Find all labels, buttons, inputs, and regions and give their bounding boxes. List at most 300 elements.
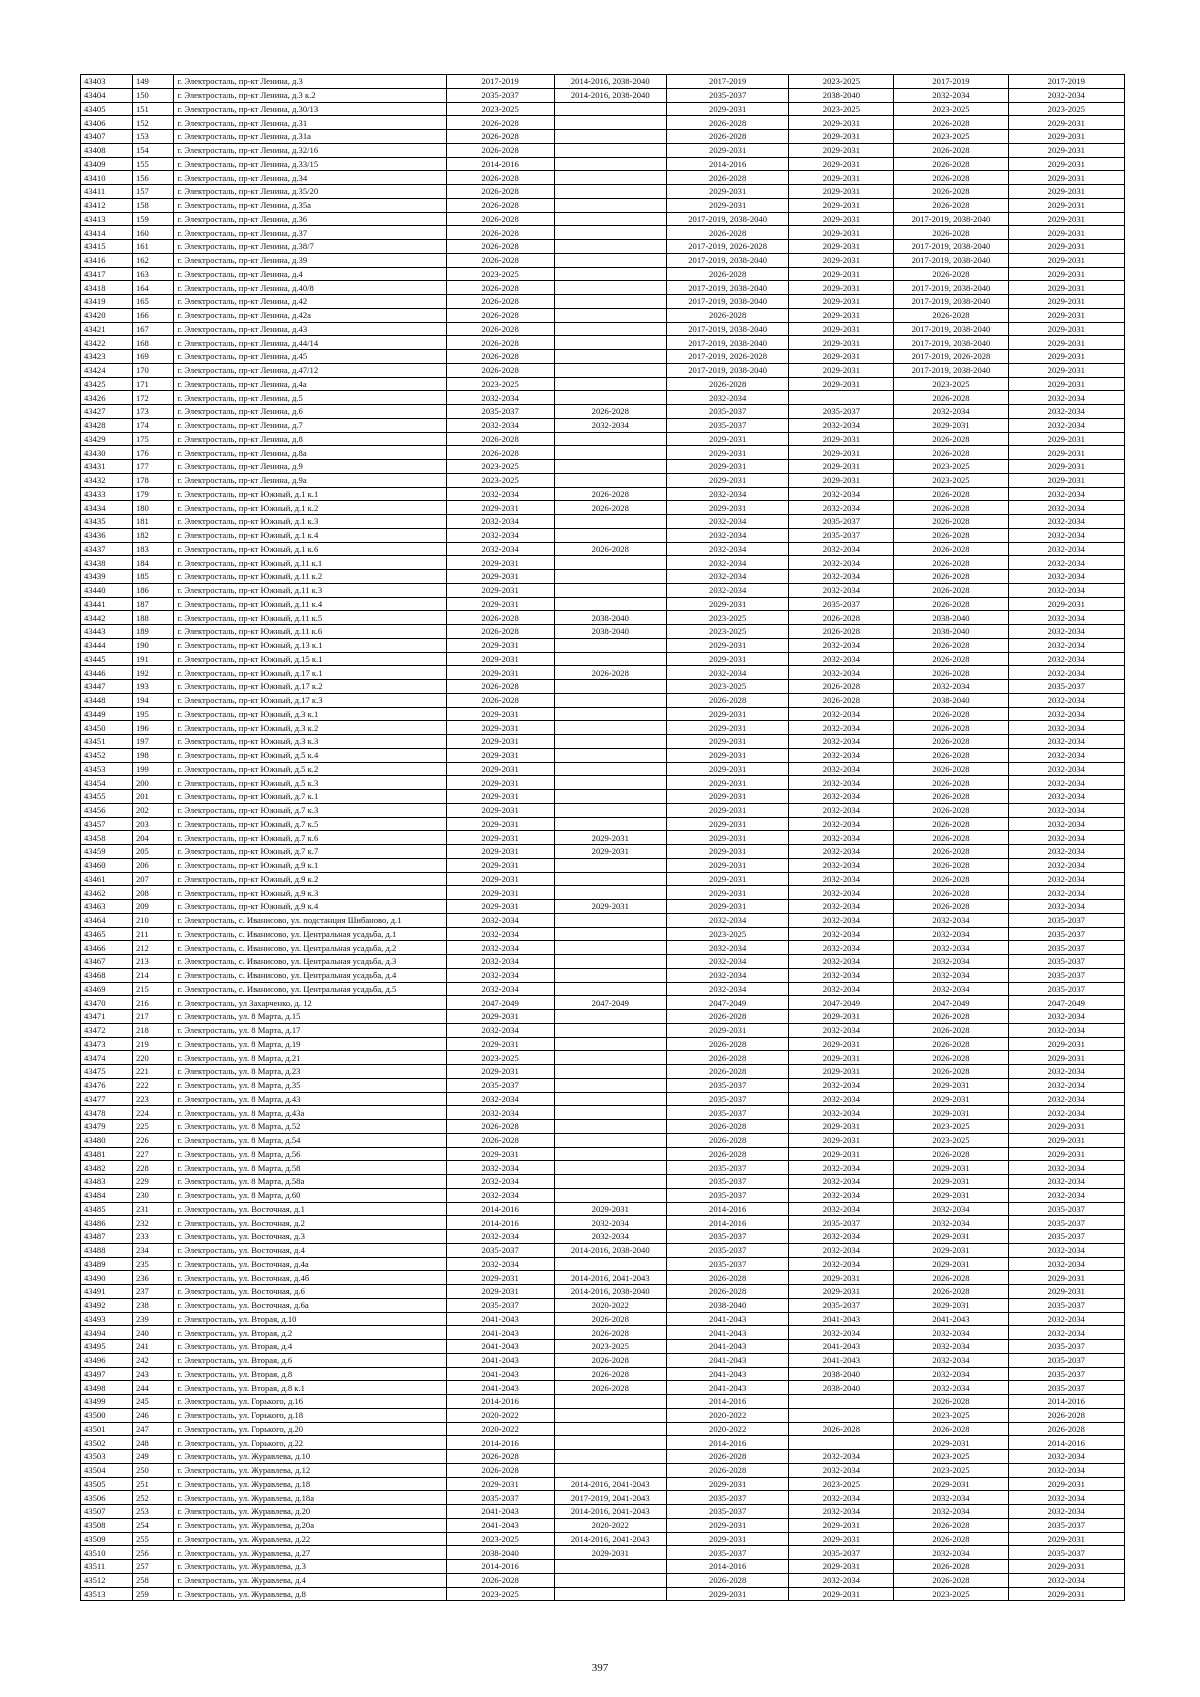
- cell-num: 228: [132, 1161, 174, 1175]
- cell-p4: 2032-2034: [789, 1078, 894, 1092]
- cell-p6: 2032-2034: [1008, 638, 1124, 652]
- cell-p2: [554, 253, 666, 267]
- table-row: [81, 1285, 1125, 1299]
- cell-id: 43428: [81, 418, 133, 432]
- table-row: [81, 927, 1125, 941]
- cell-p6: 2032-2034: [1008, 1450, 1124, 1464]
- cell-p6: 2032-2034: [1008, 528, 1124, 542]
- cell-num: 192: [132, 666, 174, 680]
- cell-p3: 2017-2019, 2038-2040: [666, 322, 789, 336]
- cell-addr: г. Электросталь, пр-кт Южный, д.1 к.3: [174, 515, 446, 529]
- cell-num: 213: [132, 955, 174, 969]
- cell-p6: 2032-2034: [1008, 776, 1124, 790]
- cell-p1: 2035-2037: [446, 405, 554, 419]
- cell-p3: 2029-2031: [666, 1587, 789, 1601]
- cell-num: 208: [132, 886, 174, 900]
- cell-num: 254: [132, 1518, 174, 1532]
- cell-p5: 2029-2031: [894, 1298, 1008, 1312]
- cell-p6: 2029-2031: [1008, 363, 1124, 377]
- cell-id: 43502: [81, 1436, 133, 1450]
- cell-p4: 2032-2034: [789, 968, 894, 982]
- cell-num: 182: [132, 528, 174, 542]
- cell-num: 243: [132, 1367, 174, 1381]
- cell-p6: 2032-2034: [1008, 858, 1124, 872]
- cell-p5: 2026-2028: [894, 1285, 1008, 1299]
- cell-p6: 2035-2037: [1008, 1367, 1124, 1381]
- cell-p1: 2029-2031: [446, 556, 554, 570]
- cell-p2: [554, 391, 666, 405]
- cell-p6: 2032-2034: [1008, 652, 1124, 666]
- cell-addr: г. Электросталь, пр-кт Ленина, д.43: [174, 322, 446, 336]
- cell-addr: г. Электросталь, пр-кт Ленина, д.3: [174, 75, 446, 89]
- cell-p3: 2029-2031: [666, 803, 789, 817]
- cell-p6: 2035-2037: [1008, 1518, 1124, 1532]
- table-row: [81, 1133, 1125, 1147]
- cell-id: 43499: [81, 1395, 133, 1409]
- cell-addr: г. Электросталь, ул. 8 Марта, д.43: [174, 1092, 446, 1106]
- cell-p4: [789, 1395, 894, 1409]
- cell-id: 43458: [81, 831, 133, 845]
- cell-addr: г. Электросталь, ул. 8 Марта, д.19: [174, 1037, 446, 1051]
- cell-p4: 2032-2034: [789, 556, 894, 570]
- cell-id: 43415: [81, 240, 133, 254]
- cell-addr: г. Электросталь, с. Иванисово, ул. Центральная усадьба, д.5: [174, 982, 446, 996]
- cell-p5: 2032-2034: [894, 1202, 1008, 1216]
- cell-p5: 2023-2025: [894, 1120, 1008, 1134]
- cell-p3: 2023-2025: [666, 611, 789, 625]
- cell-p1: 2014-2016: [446, 1560, 554, 1574]
- cell-p3: 2032-2034: [666, 968, 789, 982]
- table-row: [81, 831, 1125, 845]
- cell-p4: 2032-2034: [789, 900, 894, 914]
- cell-p5: 2017-2019: [894, 75, 1008, 89]
- cell-p3: 2029-2031: [666, 762, 789, 776]
- cell-id: 43409: [81, 157, 133, 171]
- table-row: [81, 1532, 1125, 1546]
- cell-id: 43509: [81, 1532, 133, 1546]
- cell-p4: 2029-2031: [789, 322, 894, 336]
- cell-id: 43436: [81, 528, 133, 542]
- table-row: [81, 1257, 1125, 1271]
- cell-p2: 2038-2040: [554, 611, 666, 625]
- cell-p2: [554, 267, 666, 281]
- cell-p4: 2032-2034: [789, 790, 894, 804]
- cell-num: 233: [132, 1230, 174, 1244]
- cell-addr: г. Электросталь, пр-кт Ленина, д.7: [174, 418, 446, 432]
- cell-p2: [554, 982, 666, 996]
- table-row: [81, 240, 1125, 254]
- cell-p3: 2023-2025: [666, 625, 789, 639]
- cell-id: 43498: [81, 1381, 133, 1395]
- cell-p5: 2026-2028: [894, 1065, 1008, 1079]
- table-row: [81, 1120, 1125, 1134]
- cell-p1: 2041-2043: [446, 1340, 554, 1354]
- cell-p4: 2032-2034: [789, 721, 894, 735]
- cell-addr: г. Электросталь, пр-кт Южный, д.1 к.4: [174, 528, 446, 542]
- cell-p4: 2032-2034: [789, 776, 894, 790]
- cell-p5: 2026-2028: [894, 157, 1008, 171]
- cell-p3: 2035-2037: [666, 1505, 789, 1519]
- cell-addr: г. Электросталь, пр-кт Ленина, д.47/12: [174, 363, 446, 377]
- cell-p3: 2029-2031: [666, 473, 789, 487]
- table-row: [81, 1161, 1125, 1175]
- cell-p4: 2035-2037: [789, 1216, 894, 1230]
- cell-p3: 2029-2031: [666, 1532, 789, 1546]
- cell-num: 153: [132, 130, 174, 144]
- cell-num: 180: [132, 501, 174, 515]
- cell-id: 43503: [81, 1450, 133, 1464]
- cell-p4: 2029-2031: [789, 185, 894, 199]
- cell-addr: г. Электросталь, пр-кт Ленина, д.44/14: [174, 336, 446, 350]
- cell-num: 242: [132, 1353, 174, 1367]
- cell-p3: 2026-2028: [666, 377, 789, 391]
- cell-num: 200: [132, 776, 174, 790]
- cell-p3: 2029-2031: [666, 597, 789, 611]
- cell-addr: г. Электросталь, ул. Восточная, д.4а: [174, 1257, 446, 1271]
- cell-p1: 2014-2016: [446, 157, 554, 171]
- cell-p2: [554, 1175, 666, 1189]
- cell-p4: 2032-2034: [789, 1092, 894, 1106]
- cell-p2: [554, 680, 666, 694]
- table-row: [81, 1147, 1125, 1161]
- cell-addr: г. Электросталь, пр-кт Южный, д.11 к.6: [174, 625, 446, 639]
- cell-p2: [554, 872, 666, 886]
- cell-p1: 2029-2031: [446, 900, 554, 914]
- cell-p3: 2032-2034: [666, 982, 789, 996]
- cell-addr: г. Электросталь, ул. Горького, д.22: [174, 1436, 446, 1450]
- cell-p6: 2032-2034: [1008, 1312, 1124, 1326]
- cell-p5: 2023-2025: [894, 102, 1008, 116]
- cell-num: 251: [132, 1477, 174, 1491]
- table-row: [81, 1202, 1125, 1216]
- cell-p3: 2017-2019, 2026-2028: [666, 350, 789, 364]
- cell-num: 177: [132, 460, 174, 474]
- cell-p5: 2032-2034: [894, 913, 1008, 927]
- cell-p2: [554, 941, 666, 955]
- cell-p1: 2026-2028: [446, 226, 554, 240]
- cell-p6: 2029-2031: [1008, 1477, 1124, 1491]
- cell-p5: 2026-2028: [894, 1422, 1008, 1436]
- cell-p3: 2023-2025: [666, 927, 789, 941]
- cell-num: 248: [132, 1436, 174, 1450]
- cell-p4: 2032-2034: [789, 941, 894, 955]
- cell-p2: [554, 240, 666, 254]
- cell-num: 253: [132, 1505, 174, 1519]
- cell-p3: 2035-2037: [666, 405, 789, 419]
- cell-addr: г. Электросталь, с. Иванисово, ул. Центральная усадьба, д.3: [174, 955, 446, 969]
- cell-addr: г. Электросталь, с. Иванисово, ул. Центральная усадьба, д.1: [174, 927, 446, 941]
- cell-id: 43492: [81, 1298, 133, 1312]
- cell-id: 43475: [81, 1065, 133, 1079]
- cell-p6: 2032-2034: [1008, 748, 1124, 762]
- cell-p4: 2032-2034: [789, 735, 894, 749]
- cell-p2: [554, 597, 666, 611]
- cell-addr: г. Электросталь, ул. Горького, д.18: [174, 1408, 446, 1422]
- cell-p6: 2032-2034: [1008, 817, 1124, 831]
- cell-p4: 2029-2031: [789, 1010, 894, 1024]
- table-row: [81, 157, 1125, 171]
- cell-p3: 2032-2034: [666, 955, 789, 969]
- cell-p3: 2029-2031: [666, 872, 789, 886]
- cell-p6: 2035-2037: [1008, 1546, 1124, 1560]
- cell-num: 195: [132, 707, 174, 721]
- cell-p2: 2014-2016, 2038-2040: [554, 1243, 666, 1257]
- cell-addr: г. Электросталь, ул. Восточная, д.6а: [174, 1298, 446, 1312]
- cell-id: 43416: [81, 253, 133, 267]
- cell-p5: 2026-2028: [894, 583, 1008, 597]
- table-row: [81, 583, 1125, 597]
- cell-p5: 2023-2025: [894, 130, 1008, 144]
- cell-num: 206: [132, 858, 174, 872]
- table-row: [81, 377, 1125, 391]
- cell-p6: 2032-2034: [1008, 1505, 1124, 1519]
- cell-p2: [554, 116, 666, 130]
- cell-p1: 2032-2034: [446, 487, 554, 501]
- cell-p3: 2035-2037: [666, 1257, 789, 1271]
- cell-addr: г. Электросталь, пр-кт Ленина, д.34: [174, 171, 446, 185]
- cell-id: 43410: [81, 171, 133, 185]
- cell-id: 43459: [81, 845, 133, 859]
- table-row: [81, 666, 1125, 680]
- table-row: [81, 542, 1125, 556]
- cell-p1: 2026-2028: [446, 693, 554, 707]
- cell-p5: 2026-2028: [894, 845, 1008, 859]
- cell-p1: 2026-2028: [446, 116, 554, 130]
- cell-p3: 2020-2022: [666, 1408, 789, 1422]
- cell-p3: 2026-2028: [666, 130, 789, 144]
- cell-id: 43504: [81, 1463, 133, 1477]
- table-row: [81, 1312, 1125, 1326]
- cell-p2: [554, 652, 666, 666]
- cell-p6: 2032-2034: [1008, 1065, 1124, 1079]
- cell-p5: 2032-2034: [894, 941, 1008, 955]
- table-row: [81, 707, 1125, 721]
- cell-p3: 2032-2034: [666, 556, 789, 570]
- cell-p5: 2038-2040: [894, 625, 1008, 639]
- cell-addr: г. Электросталь, пр-кт Южный, д.9 к.2: [174, 872, 446, 886]
- cell-num: 204: [132, 831, 174, 845]
- cell-p2: [554, 1560, 666, 1574]
- cell-addr: г. Электросталь, ул. 8 Марта, д.43а: [174, 1106, 446, 1120]
- cell-p3: 2029-2031: [666, 831, 789, 845]
- cell-addr: г. Электросталь, пр-кт Южный, д.11 к.3: [174, 583, 446, 597]
- table-row: [81, 1477, 1125, 1491]
- table-row: [81, 418, 1125, 432]
- cell-num: 227: [132, 1147, 174, 1161]
- cell-p5: 2017-2019, 2038-2040: [894, 240, 1008, 254]
- cell-p3: 2017-2019, 2038-2040: [666, 281, 789, 295]
- table-row: [81, 198, 1125, 212]
- cell-p3: 2029-2031: [666, 735, 789, 749]
- cell-p2: 2014-2016, 2038-2040: [554, 75, 666, 89]
- table-row: [81, 171, 1125, 185]
- cell-p2: 2032-2034: [554, 1230, 666, 1244]
- cell-id: 43442: [81, 611, 133, 625]
- table-row: [81, 955, 1125, 969]
- cell-p6: 2032-2034: [1008, 666, 1124, 680]
- cell-p3: 2041-2043: [666, 1381, 789, 1395]
- cell-addr: г. Электросталь, ул. 8 Марта, д.52: [174, 1120, 446, 1134]
- cell-p5: 2029-2031: [894, 1106, 1008, 1120]
- cell-p2: [554, 322, 666, 336]
- cell-p5: 2026-2028: [894, 1573, 1008, 1587]
- cell-addr: г. Электросталь, ул. 8 Марта, д.58а: [174, 1175, 446, 1189]
- cell-p2: [554, 968, 666, 982]
- cell-p2: [554, 817, 666, 831]
- cell-p5: 2032-2034: [894, 1340, 1008, 1354]
- cell-p1: 2026-2028: [446, 1463, 554, 1477]
- cell-p1: 2020-2022: [446, 1422, 554, 1436]
- cell-p5: 2029-2031: [894, 1175, 1008, 1189]
- cell-num: 257: [132, 1560, 174, 1574]
- table-row: [81, 322, 1125, 336]
- table-row: [81, 1450, 1125, 1464]
- cell-p6: 2032-2034: [1008, 707, 1124, 721]
- cell-id: 43472: [81, 1023, 133, 1037]
- cell-p1: 2026-2028: [446, 185, 554, 199]
- cell-p1: 2041-2043: [446, 1381, 554, 1395]
- cell-p4: 2029-2031: [789, 295, 894, 309]
- cell-addr: г. Электросталь, пр-кт Ленина, д.5: [174, 391, 446, 405]
- cell-p2: [554, 212, 666, 226]
- cell-p1: 2026-2028: [446, 611, 554, 625]
- cell-p4: 2029-2031: [789, 1532, 894, 1546]
- cell-p1: 2023-2025: [446, 267, 554, 281]
- cell-p1: 2029-2031: [446, 707, 554, 721]
- cell-id: 43445: [81, 652, 133, 666]
- cell-p5: 2023-2025: [894, 377, 1008, 391]
- table-row: [81, 1051, 1125, 1065]
- cell-addr: г. Электросталь, пр-кт Ленина, д.4а: [174, 377, 446, 391]
- table-row: [81, 638, 1125, 652]
- cell-p4: 2029-2031: [789, 432, 894, 446]
- cell-num: 259: [132, 1587, 174, 1601]
- cell-p1: 2041-2043: [446, 1518, 554, 1532]
- cell-num: 183: [132, 542, 174, 556]
- cell-p2: [554, 446, 666, 460]
- cell-addr: г. Электросталь, ул. 8 Марта, д.60: [174, 1188, 446, 1202]
- cell-addr: г. Электросталь, пр-кт Южный, д.9 к.1: [174, 858, 446, 872]
- cell-p5: 2023-2025: [894, 460, 1008, 474]
- cell-p3: 2026-2028: [666, 1120, 789, 1134]
- cell-num: 238: [132, 1298, 174, 1312]
- table-row: [81, 432, 1125, 446]
- cell-p4: 2032-2034: [789, 803, 894, 817]
- cell-p1: 2023-2025: [446, 473, 554, 487]
- cell-p1: 2032-2034: [446, 418, 554, 432]
- cell-p6: 2029-2031: [1008, 1037, 1124, 1051]
- cell-p6: 2032-2034: [1008, 1243, 1124, 1257]
- cell-p4: 2032-2034: [789, 707, 894, 721]
- cell-id: 43411: [81, 185, 133, 199]
- cell-p1: 2014-2016: [446, 1216, 554, 1230]
- cell-p3: 2035-2037: [666, 1188, 789, 1202]
- cell-num: 256: [132, 1546, 174, 1560]
- cell-addr: г. Электросталь, ул Захарченко, д. 12: [174, 996, 446, 1010]
- cell-p5: 2017-2019, 2038-2040: [894, 212, 1008, 226]
- cell-addr: г. Электросталь, ул. Горького, д.20: [174, 1422, 446, 1436]
- table-row: [81, 597, 1125, 611]
- cell-p5: 2026-2028: [894, 1023, 1008, 1037]
- cell-addr: г. Электросталь, пр-кт Южный, д.1 к.6: [174, 542, 446, 556]
- cell-addr: г. Электросталь, ул. Горького, д.16: [174, 1395, 446, 1409]
- cell-id: 43488: [81, 1243, 133, 1257]
- cell-p4: 2032-2034: [789, 1463, 894, 1477]
- cell-p6: 2047-2049: [1008, 996, 1124, 1010]
- cell-p3: 2026-2028: [666, 267, 789, 281]
- cell-p1: 2032-2034: [446, 1023, 554, 1037]
- cell-p6: 2029-2031: [1008, 267, 1124, 281]
- table-row: [81, 968, 1125, 982]
- cell-p2: [554, 1573, 666, 1587]
- cell-p2: [554, 735, 666, 749]
- table-row: [81, 570, 1125, 584]
- cell-p3: 2035-2037: [666, 88, 789, 102]
- cell-p4: 2032-2034: [789, 1491, 894, 1505]
- cell-num: 169: [132, 350, 174, 364]
- table-row: [81, 886, 1125, 900]
- cell-p6: 2035-2037: [1008, 913, 1124, 927]
- cell-num: 199: [132, 762, 174, 776]
- cell-addr: г. Электросталь, пр-кт Ленина, д.30/13: [174, 102, 446, 116]
- cell-id: 43470: [81, 996, 133, 1010]
- cell-p4: 2035-2037: [789, 528, 894, 542]
- cell-num: 241: [132, 1340, 174, 1354]
- cell-p5: 2029-2031: [894, 1078, 1008, 1092]
- cell-id: 43480: [81, 1133, 133, 1147]
- table-row: [81, 762, 1125, 776]
- table-row: [81, 1340, 1125, 1354]
- cell-p5: 2026-2028: [894, 597, 1008, 611]
- cell-p1: 2032-2034: [446, 913, 554, 927]
- cell-addr: г. Электросталь, пр-кт Южный, д.1 к.2: [174, 501, 446, 515]
- cell-p5: 2026-2028: [894, 1010, 1008, 1024]
- cell-id: 43494: [81, 1326, 133, 1340]
- cell-p2: [554, 1161, 666, 1175]
- cell-p6: 2029-2031: [1008, 308, 1124, 322]
- cell-p4: 2029-2031: [789, 157, 894, 171]
- cell-p4: 2032-2034: [789, 638, 894, 652]
- cell-num: 235: [132, 1257, 174, 1271]
- cell-p1: 2032-2034: [446, 941, 554, 955]
- cell-p3: 2038-2040: [666, 1298, 789, 1312]
- cell-p2: [554, 1188, 666, 1202]
- cell-num: 150: [132, 88, 174, 102]
- cell-id: 43460: [81, 858, 133, 872]
- cell-p3: 2035-2037: [666, 1230, 789, 1244]
- cell-p3: 2035-2037: [666, 1175, 789, 1189]
- cell-p1: 2026-2028: [446, 625, 554, 639]
- cell-p3: 2023-2025: [666, 680, 789, 694]
- cell-p5: 2029-2031: [894, 1257, 1008, 1271]
- cell-p6: 2032-2034: [1008, 1463, 1124, 1477]
- cell-p5: 2026-2028: [894, 1051, 1008, 1065]
- cell-num: 211: [132, 927, 174, 941]
- cell-num: 184: [132, 556, 174, 570]
- table-row: [81, 1491, 1125, 1505]
- cell-p4: 2029-2031: [789, 1518, 894, 1532]
- cell-p1: 2026-2028: [446, 1573, 554, 1587]
- cell-p4: 2029-2031: [789, 350, 894, 364]
- cell-addr: г. Электросталь, ул. Журавлева, д.4: [174, 1573, 446, 1587]
- cell-p6: 2029-2031: [1008, 597, 1124, 611]
- table-row: [81, 1243, 1125, 1257]
- cell-p2: [554, 102, 666, 116]
- cell-p3: 2014-2016: [666, 1202, 789, 1216]
- cell-p2: [554, 1106, 666, 1120]
- cell-id: 43434: [81, 501, 133, 515]
- cell-p5: 2026-2028: [894, 171, 1008, 185]
